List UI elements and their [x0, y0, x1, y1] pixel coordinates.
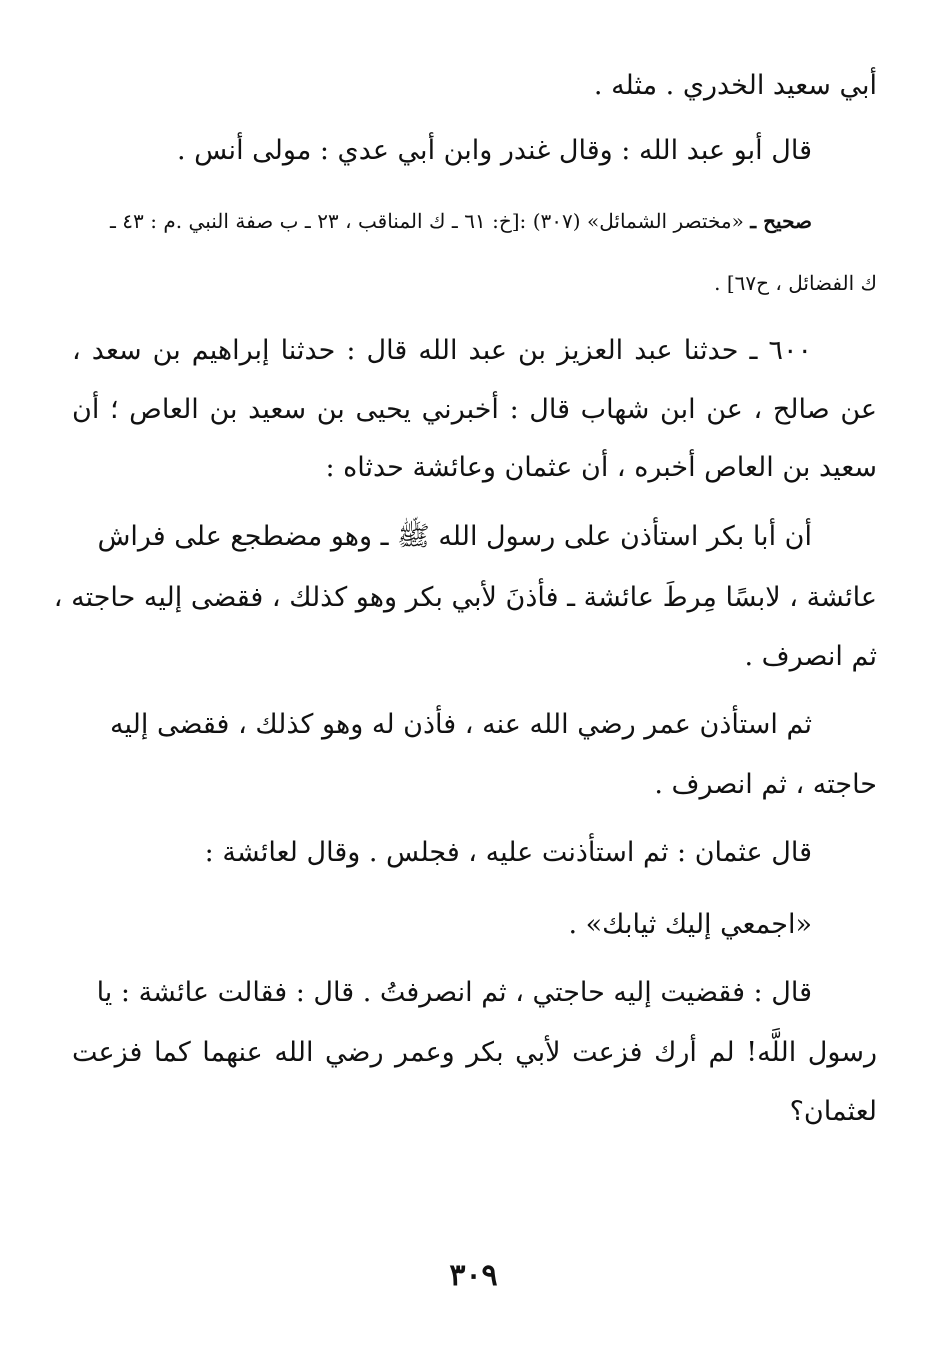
text-line-9: عائشة ، لابسًا مِرطَ عائشة ـ فأذنَ لأبي بكر وهو كذلك ، فقضى إليه حاجته ،: [53, 582, 877, 613]
text-line-6: عن صالح ، عن ابن شهاب قال : أخبرني يحيى بن سعيد بن العاص ؛ أن: [72, 394, 877, 425]
grade-label: صحيح ـ: [750, 209, 812, 233]
text-line-1: أبي سعيد الخدري . مثله .: [593, 70, 877, 101]
takhrij-line-2: ك الفضائل ، ح٦٧] .: [714, 271, 877, 295]
page-number: ٣٠٩: [449, 1258, 498, 1293]
text-line-13: قال عثمان : ثم استأذنت عليه ، فجلس . وقال لعائشة :: [204, 837, 812, 868]
text-line-12: حاجته ، ثم انصرف .: [654, 769, 877, 800]
text-line-10: ثم انصرف .: [744, 641, 877, 672]
text-line-2: قال أبو عبد الله : وقال غندر وابن أبي عدي : مولى أنس .: [176, 135, 812, 166]
text-line-14: «اجمعي إليك ثيابك» .: [568, 909, 812, 940]
text-line-17: لعثمان؟: [789, 1096, 877, 1127]
text-line-7: سعيد بن العاص أخبره ، أن عثمان وعائشة حدثاه :: [325, 452, 877, 483]
text-line-11: ثم استأذن عمر رضي الله عنه ، فأذن له وهو كذلك ، فقضى إليه: [110, 709, 812, 740]
takhrij-text: «مختصر الشمائل» (٣٠٧) :[خ: ٦١ ـ ك المناقب ، ٢٣ ـ ب صفة النبي .م : ٤٣ ـ: [110, 209, 744, 233]
text-line-5: ٦٠٠ ـ حدثنا عبد العزيز بن عبد الله قال : حدثنا إبراهيم بن سعد ،: [72, 335, 812, 366]
takhrij-line-1: [110, 206, 812, 236]
text-line-16: رسول اللَّه! لم أرك فزعت لأبي بكر وعمر رضي الله عنهما كما فزعت: [72, 1037, 877, 1068]
text-line-15: قال : فقضيت إليه حاجتي ، ثم انصرفتُ . قال : فقالت عائشة : يا: [96, 977, 812, 1008]
text-line-8: أن أبا بكر استأذن على رسول الله ﷺ ـ وهو مضطجع على فراش: [97, 521, 812, 552]
